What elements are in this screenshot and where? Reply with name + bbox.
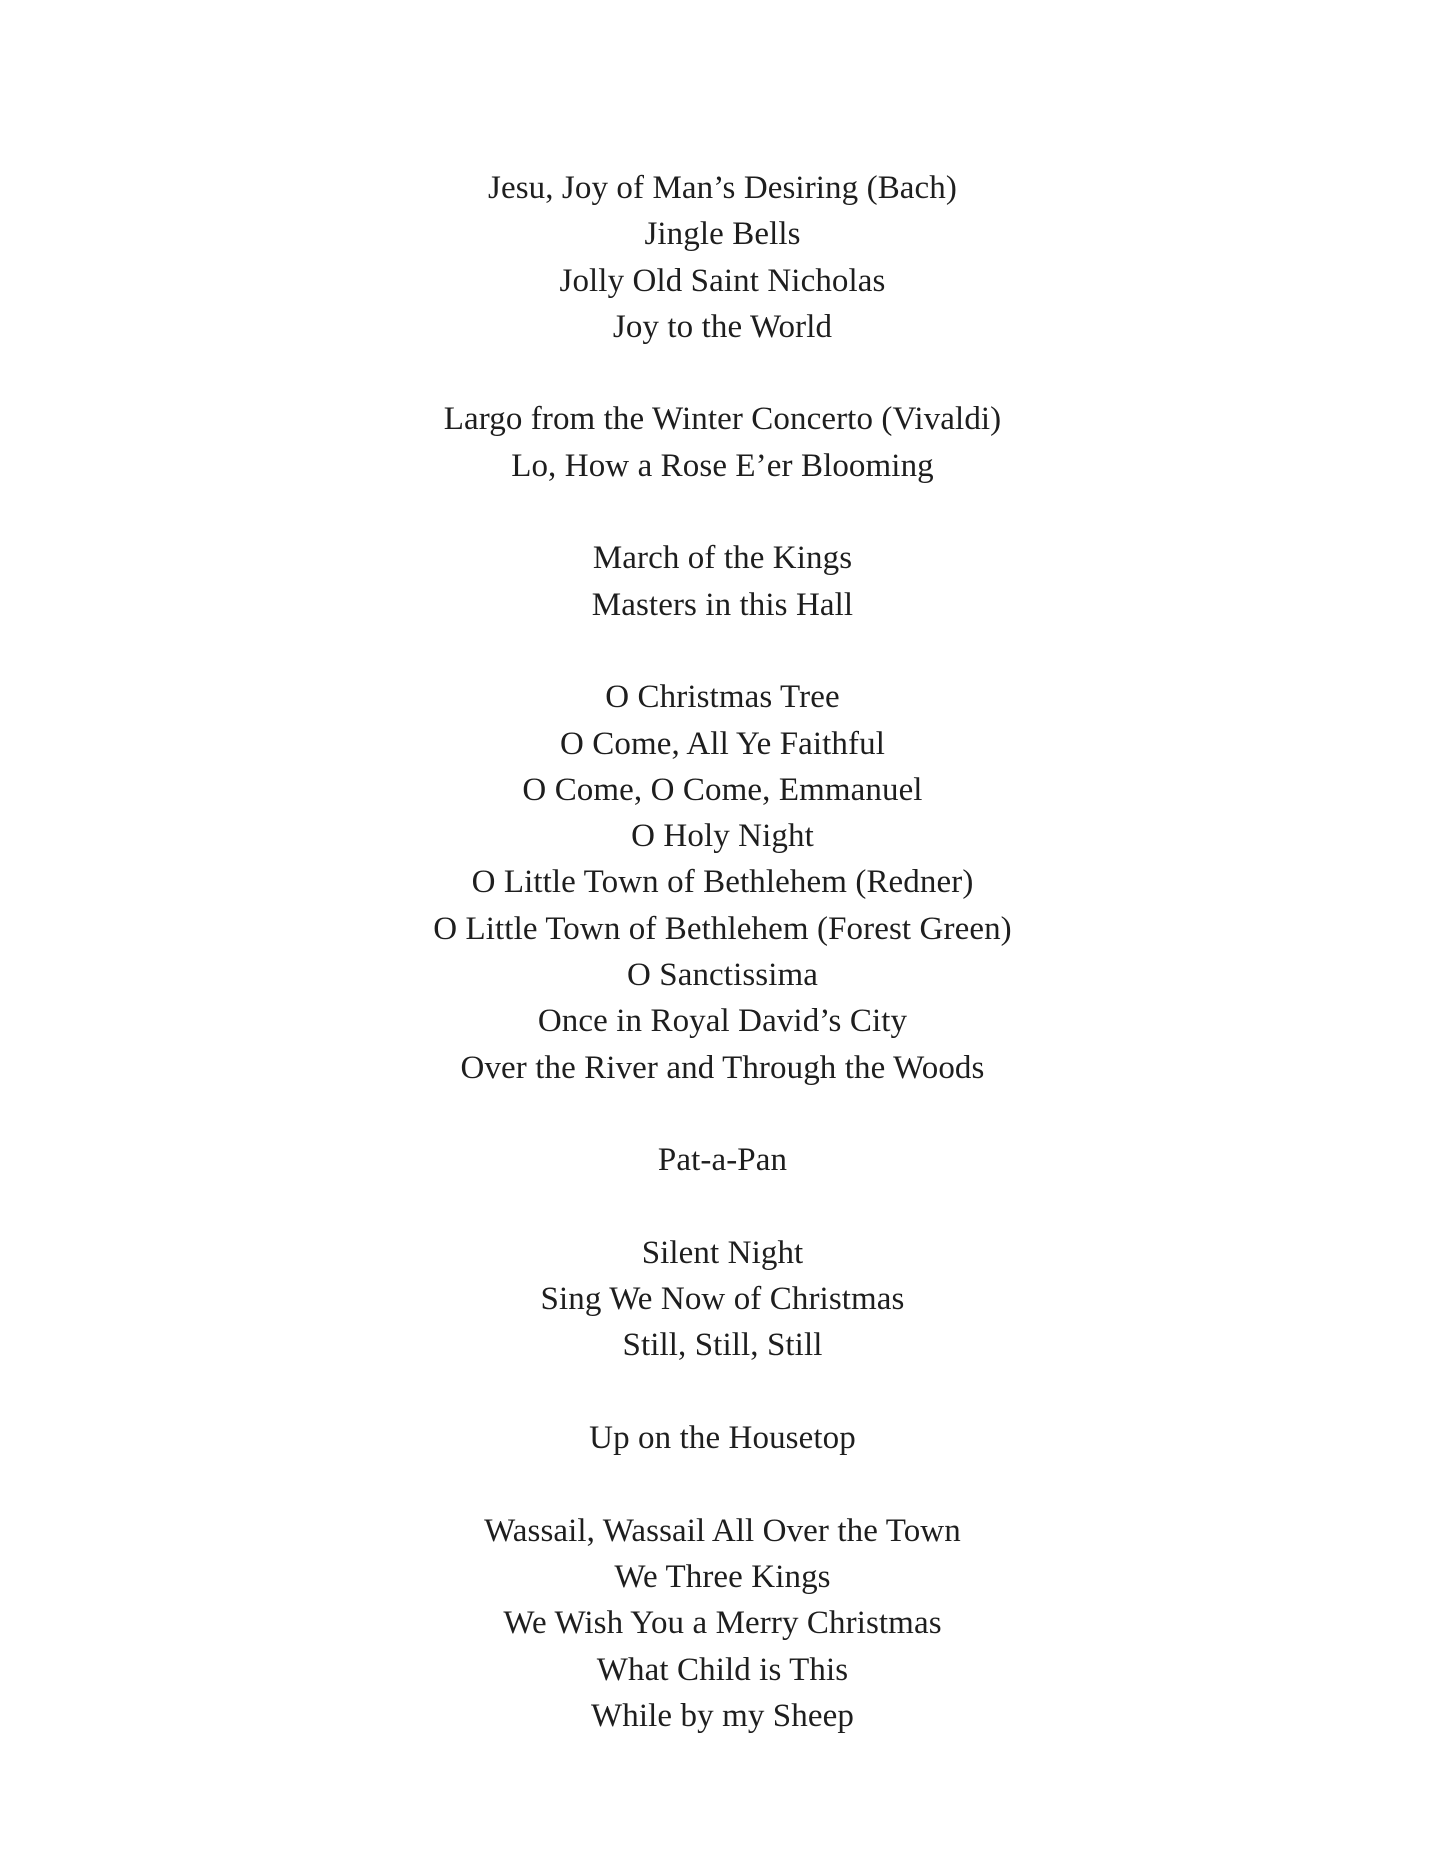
song-title: While by my Sheep: [591, 1697, 854, 1734]
song-title: Sing We Now of Christmas: [540, 1281, 905, 1318]
song-title: Over the River and Through the Woods: [460, 1049, 985, 1086]
song-title: Largo from the Winter Concerto (Vivaldi): [443, 401, 1002, 438]
song-title: Still, Still, Still: [622, 1327, 823, 1364]
song-title: O Sanctissima: [626, 957, 819, 994]
song-title: Pat-a-Pan: [657, 1142, 788, 1179]
song-title: Joy to the World: [612, 308, 833, 345]
song-group-j: [0, 165, 1445, 350]
song-title: We Wish You a Merry Christmas: [503, 1605, 942, 1642]
song-title: What Child is This: [596, 1651, 849, 1688]
song-title: Wassail, Wassail All Over the Town: [484, 1512, 961, 1549]
song-group-m: [0, 535, 1445, 628]
song-title: Jolly Old Saint Nicholas: [559, 262, 886, 299]
song-title: O Christmas Tree: [605, 679, 840, 716]
song-title: Silent Night: [641, 1234, 804, 1271]
song-title: O Come, All Ye Faithful: [559, 725, 885, 762]
song-title: O Little Town of Bethlehem (Redner): [471, 864, 974, 901]
song-group-w: [0, 1508, 1445, 1739]
song-title: O Holy Night: [631, 818, 814, 855]
song-title: Once in Royal David’s City: [537, 1003, 908, 1040]
song-title: March of the Kings: [592, 540, 853, 577]
song-title: Masters in this Hall: [591, 586, 854, 623]
song-title: Lo, How a Rose E’er Blooming: [511, 447, 934, 484]
song-group-o: [0, 674, 1445, 1091]
song-title: Jingle Bells: [644, 216, 801, 253]
song-group-p: [0, 1137, 1445, 1183]
song-title: O Come, O Come, Emmanuel: [522, 771, 923, 808]
song-title: Up on the Housetop: [589, 1420, 856, 1457]
song-title: O Little Town of Bethlehem (Forest Green): [433, 910, 1012, 947]
song-group-s: [0, 1230, 1445, 1369]
song-group-u: [0, 1415, 1445, 1461]
song-title: Jesu, Joy of Man’s Desiring (Bach): [488, 170, 957, 206]
song-group-l: [0, 396, 1445, 489]
song-title: We Three Kings: [614, 1558, 831, 1595]
song-index: [0, 165, 1445, 1739]
